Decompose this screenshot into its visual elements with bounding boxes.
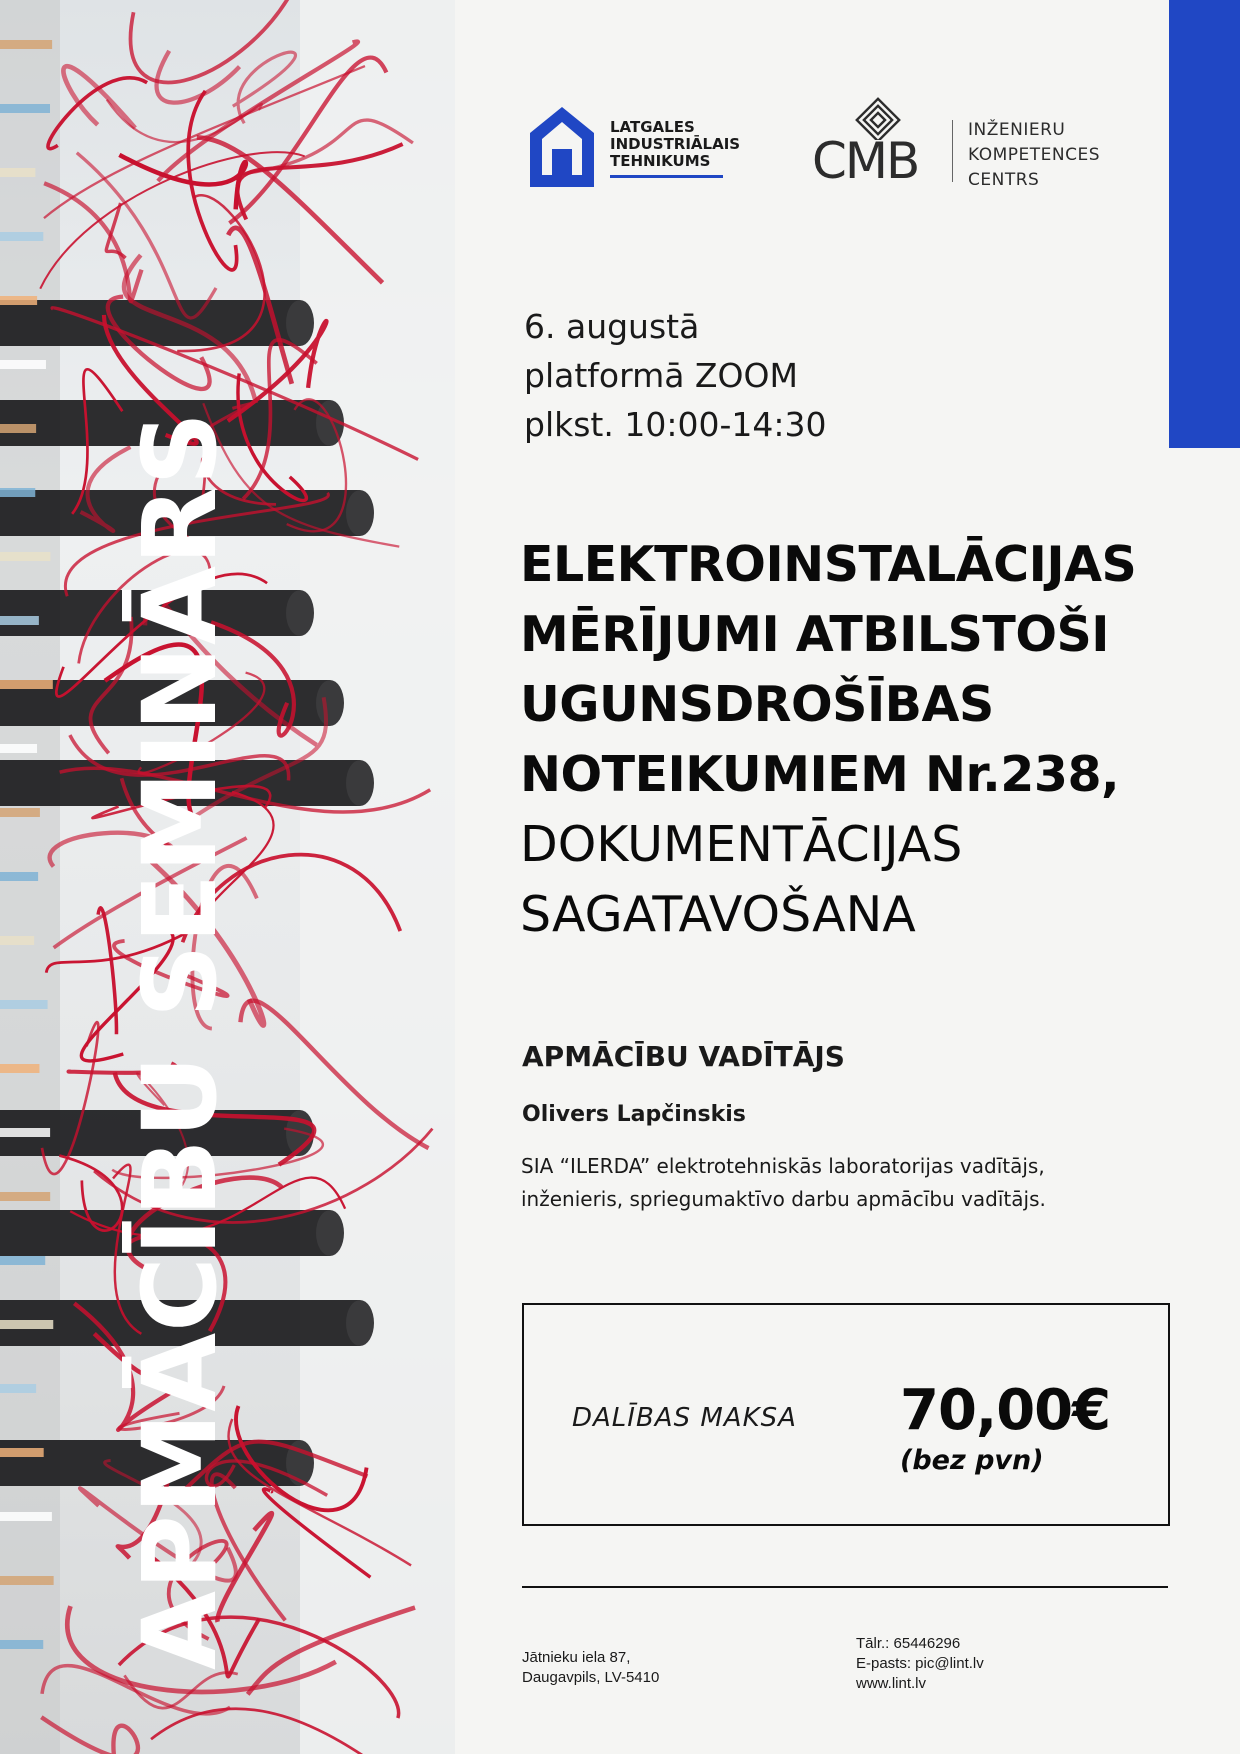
lit-logo: [528, 103, 768, 188]
price-vat-note: (bez pvn): [900, 1445, 1044, 1476]
footer-address: [522, 1648, 659, 1688]
lit-logo-line: TEHNIKUMS: [610, 152, 711, 170]
price-label: DALĪBAS MAKSA: [572, 1403, 797, 1433]
headline-line: ELEKTROINSTALĀCIJAS: [520, 536, 1137, 593]
price-value: 70,00€: [900, 1378, 1111, 1443]
side-photo-panel: [0, 0, 455, 1754]
event-platform: platformā ZOOM: [524, 356, 798, 395]
instructor-bio-line: inženieris, spriegumaktīvo darbu apmācību vadītājs.: [521, 1187, 1046, 1211]
instructor-heading: APMĀCĪBU VADĪTĀJS: [522, 1040, 845, 1073]
headline-line: NOTEIKUMIEM Nr.238,: [520, 746, 1120, 803]
address-line: Daugavpils, LV-5410: [522, 1669, 660, 1686]
lit-logo-line: INDUSTRIĀLAIS: [610, 135, 741, 153]
instructor-name: Olivers Lapčinskis: [522, 1102, 746, 1127]
cmb-logo: [812, 96, 1132, 192]
lit-house-icon: [528, 103, 598, 188]
event-date: 6. augustā: [524, 307, 700, 346]
cmb-logo-line: KOMPETENCES: [968, 145, 1101, 165]
footer-contacts: [856, 1634, 984, 1694]
cmb-logo-line: CENTRS: [968, 170, 1040, 190]
cmb-logo-divider: [952, 120, 953, 182]
price-box: [522, 1303, 1170, 1526]
cmb-logo-letters: CMB: [812, 132, 919, 190]
headline-subline: SAGATAVOŠANA: [520, 886, 916, 943]
contact-website[interactable]: www.lint.lv: [856, 1675, 927, 1692]
seminar-headline: [520, 530, 1160, 950]
footer-divider: [522, 1586, 1168, 1588]
blue-accent-bar: [1169, 0, 1240, 448]
event-time: plkst. 10:00-14:30: [524, 405, 827, 444]
cmb-logo-line: INŽENIERU: [968, 120, 1066, 140]
contact-phone: Tālr.: 65446296: [856, 1635, 961, 1652]
lit-logo-text: [610, 119, 740, 170]
address-line: Jātnieku iela 87,: [522, 1649, 631, 1666]
lit-logo-line: LATGALES: [610, 118, 695, 136]
event-details: [524, 302, 826, 449]
headline-line: MĒRĪJUMI ATBILSTOŠI: [520, 606, 1110, 663]
instructor-bio: [521, 1150, 1141, 1216]
vertical-seminar-title: APMĀCĪBU SEMINĀRS: [121, 411, 240, 1670]
contact-email[interactable]: E-pasts: pic@lint.lv: [856, 1655, 984, 1672]
headline-subline: DOKUMENTĀCIJAS: [520, 816, 963, 873]
lit-logo-underline: [610, 175, 723, 178]
instructor-bio-line: SIA “ILERDA” elektrotehniskās laboratorijas vadītājs,: [521, 1154, 1045, 1178]
cmb-logo-text: [968, 118, 1100, 193]
headline-line: UGUNSDROŠĪBAS: [520, 676, 994, 733]
